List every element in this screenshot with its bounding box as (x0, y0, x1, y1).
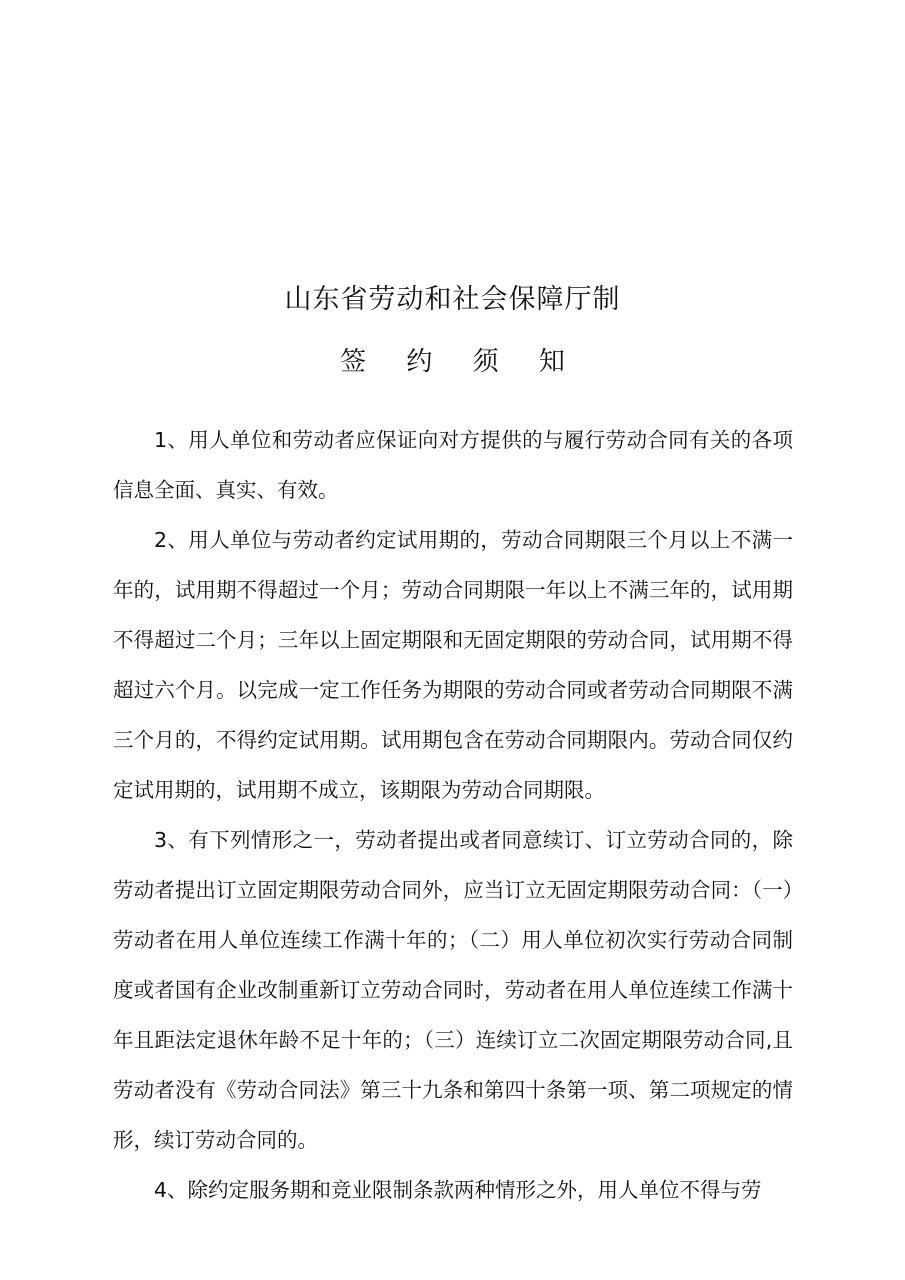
clause-2: 2、用人单位与劳动者约定试用期的，劳动合同期限三个月以上不满一年的，试用期不得超过一个月；劳动合同期限一年以上不满三年的，试用期不得超过二个月；三年以上固定期限和无固定期限的劳动合同，试用期不得超过六个月。以完成一定工作任务为期限的劳动合同或者劳动合同期限不满三个月的，不得约定试用期。试用期包含在劳动合同期限内。劳动合同仅约定试用期的，试用期不成立，该期限为劳动合同期限。 (113, 528, 793, 802)
issuer-heading: 山东省劳动和社会保障厅制 (284, 284, 621, 315)
document-body (113, 415, 793, 1215)
clause-3: 3、有下列情形之一，劳动者提出或者同意续订、订立劳动合同的，除劳动者提出订立固定期限劳动合同外，应当订立无固定期限劳动合同：（一）劳动者在用人单位连续工作满十年的；（二）用人单位初次实行劳动合同制度或者国有企业改制重新订立劳动合同时，劳动者在用人单位连续工作满十年且距法定退休年龄不足十年的；（三）连续订立二次固定期限劳动合同,且劳动者没有《劳动合同法》第三十九条和第四十条第一项、第二项规定的情形，续订劳动合同的。 (113, 828, 793, 1152)
clause-4: 4、除约定服务期和竞业限制条款两种情形之外，用人单位不得与劳 (154, 1178, 762, 1202)
document-title: 签 约 须 知 (340, 347, 581, 377)
clause-1: 1、用人单位和劳动者应保证向对方提供的与履行劳动合同有关的各项信息全面、真实、有效。 (113, 428, 793, 502)
